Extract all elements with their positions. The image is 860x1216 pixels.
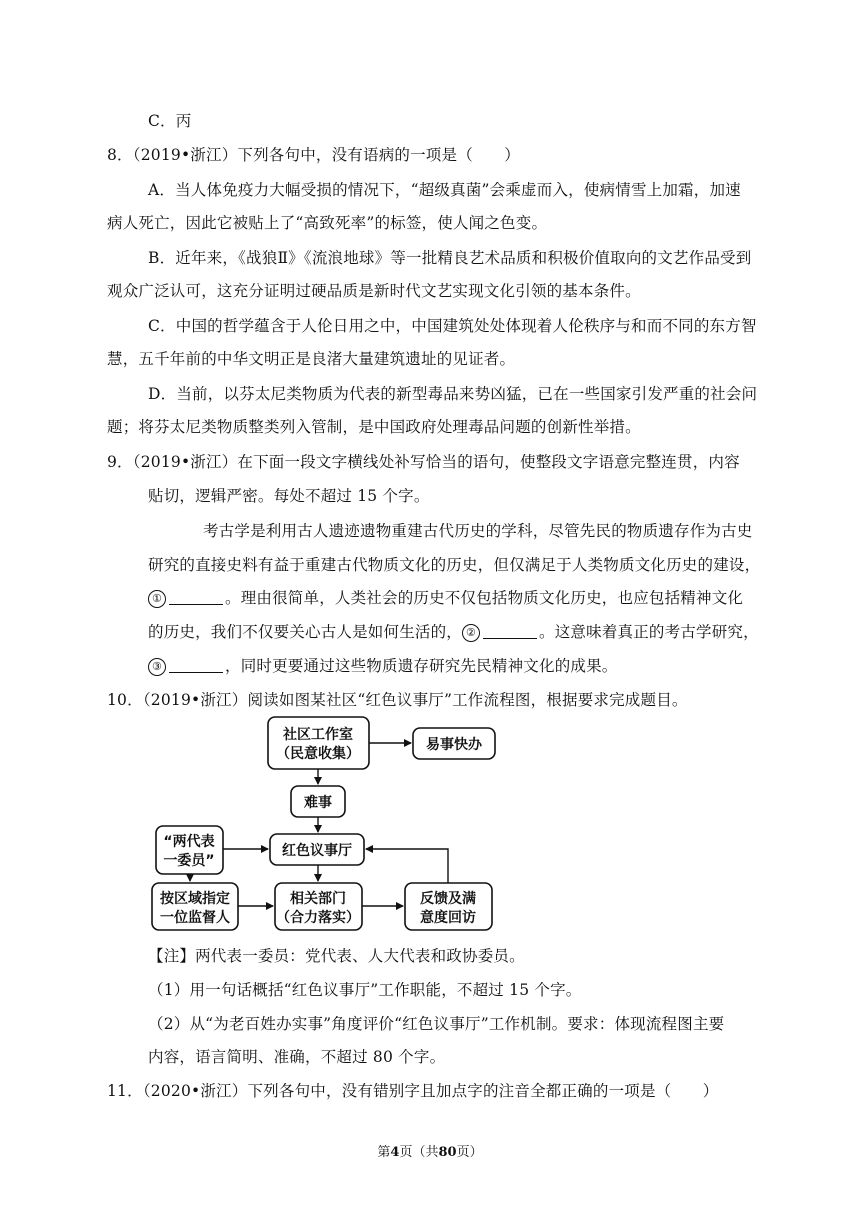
total-pages: 80 xyxy=(438,1145,457,1160)
q10-sub1: （1）用一句话概括“红色议事厅”工作职能，不超过 15 个字。 xyxy=(148,981,582,999)
flow-hard-label: 难事 xyxy=(304,795,332,811)
footer-mid: 页（共 xyxy=(399,1145,439,1160)
q10-sub2-line2: 内容，语言简明、准确，不超过 80 个字。 xyxy=(148,1048,446,1066)
q9-stem-line1: 9．（2019•浙江）在下面一段文字横线处补写恰当的语句，使整段文字语意完整连贯，内容 xyxy=(107,453,740,471)
q8-option-c-line2: 慧，五千年前的中华文明正是良渚大量建筑遗址的见证者。 xyxy=(107,350,516,368)
flow-reps-label-2: 一委员” xyxy=(163,853,215,869)
q9-passage-line5-text: ，同时更要通过这些物质遗存研究先民精神文化的成果。 xyxy=(225,657,618,675)
q9-passage-line3-text: 。理由很简单，人类社会的历史不仅包括物质文化历史，也应包括精神文化 xyxy=(225,589,744,607)
flow-hall-label: 红色议事厅 xyxy=(282,843,352,859)
flow-departments-label-2: （合力落实） xyxy=(276,910,360,926)
flow-reps-label-1: “两代表 xyxy=(163,834,215,850)
q9-stem-line2: 贴切，逻辑严密。每处不超过 15 个字。 xyxy=(148,487,430,505)
q9-passage-line1: 考古学是利用古人遗迹遗物重建古代历史的学科，尽管先民的物质遗存作为古史 xyxy=(203,522,753,540)
blank-marker-1: ① xyxy=(148,590,166,608)
page-number: 4 xyxy=(390,1145,400,1160)
q10-note: 【注】两代表一委员：党代表、人大代表和政协委员。 xyxy=(148,947,525,965)
q8-option-a-line1: A．当人体免疫力大幅受损的情况下，“超级真菌”会乘虚而入，使病情雪上加霜，加速 xyxy=(148,181,741,199)
q8-option-d-line1: D．当前，以芬太尼类物质为代表的新型毒品来势凶猛，已在一些国家引发严重的社会问 xyxy=(148,385,758,403)
q10-stem: 10．（2019•浙江）阅读如图某社区“红色议事厅”工作流程图，根据要求完成题目。 xyxy=(107,691,688,709)
q8-option-c-line1: C．中国的哲学蕴含于人伦日用之中，中国建筑处处体现着人伦秩序与和而不同的东方智 xyxy=(148,317,757,335)
q9-passage-line2: 研究的直接史料有益于重建古代物质文化的历史，但仅满足于人类物质文化历史的建设， xyxy=(148,556,761,574)
blank-marker-3: ③ xyxy=(148,658,166,676)
flow-supervisor-label-2: 一位监督人 xyxy=(160,910,230,926)
flow-feedback-label-2: 意度回访 xyxy=(420,910,476,926)
q8-stem: 8．（2019•浙江）下列各句中，没有语病的一项是（ ） xyxy=(107,146,521,164)
q8-option-b-line2: 观众广泛认可，这充分证明过硬品质是新时代文艺实现文化引领的基本条件。 xyxy=(107,282,641,300)
q8-option-a-line2: 病人死亡，因此它被贴上了“高致死率”的标签，使人闻之色变。 xyxy=(107,214,548,232)
q8-option-b-line1: B．近年来，《战狼Ⅱ》《流浪地球》等一批精良艺术品质和积极价值取向的文艺作品受到 xyxy=(148,249,752,267)
q7-option-c: C．丙 xyxy=(148,112,192,130)
page-footer xyxy=(0,1141,860,1160)
blank-marker-2: ② xyxy=(462,624,480,642)
q11-stem: 11．（2020•浙江）下列各句中，没有错别字且加点字的注音全都正确的一项是（ ） xyxy=(107,1082,719,1100)
flow-studio-label-1: 社区工作室 xyxy=(283,727,353,743)
arrow-feedback-to-hall xyxy=(366,849,448,883)
q9-passage-line4-text-b: 。这意味着真正的考古学研究， xyxy=(539,623,759,641)
q9-passage-line4-text-a: 的历史，我们不仅要关心古人是如何生活的， xyxy=(148,623,463,641)
footer-pre: 第 xyxy=(377,1145,391,1160)
flow-studio-label-2: （民意收集） xyxy=(276,746,360,762)
q8-option-d-line2: 题；将芬太尼类物质整类列入管制，是中国政府处理毒品问题的创新性举措。 xyxy=(107,418,641,436)
footer-post: 页） xyxy=(456,1145,483,1160)
flow-departments-label-1: 相关部门 xyxy=(290,891,346,907)
flow-easy-label: 易事快办 xyxy=(426,737,482,753)
flow-supervisor-label-1: 按区域指定 xyxy=(160,891,230,907)
flow-feedback-label-1: 反馈及满 xyxy=(420,891,476,907)
q10-sub2-line1: （2）从“为老百姓办实事”角度评价“红色议事厅”工作机制。要求：体现流程图主要 xyxy=(148,1015,725,1033)
